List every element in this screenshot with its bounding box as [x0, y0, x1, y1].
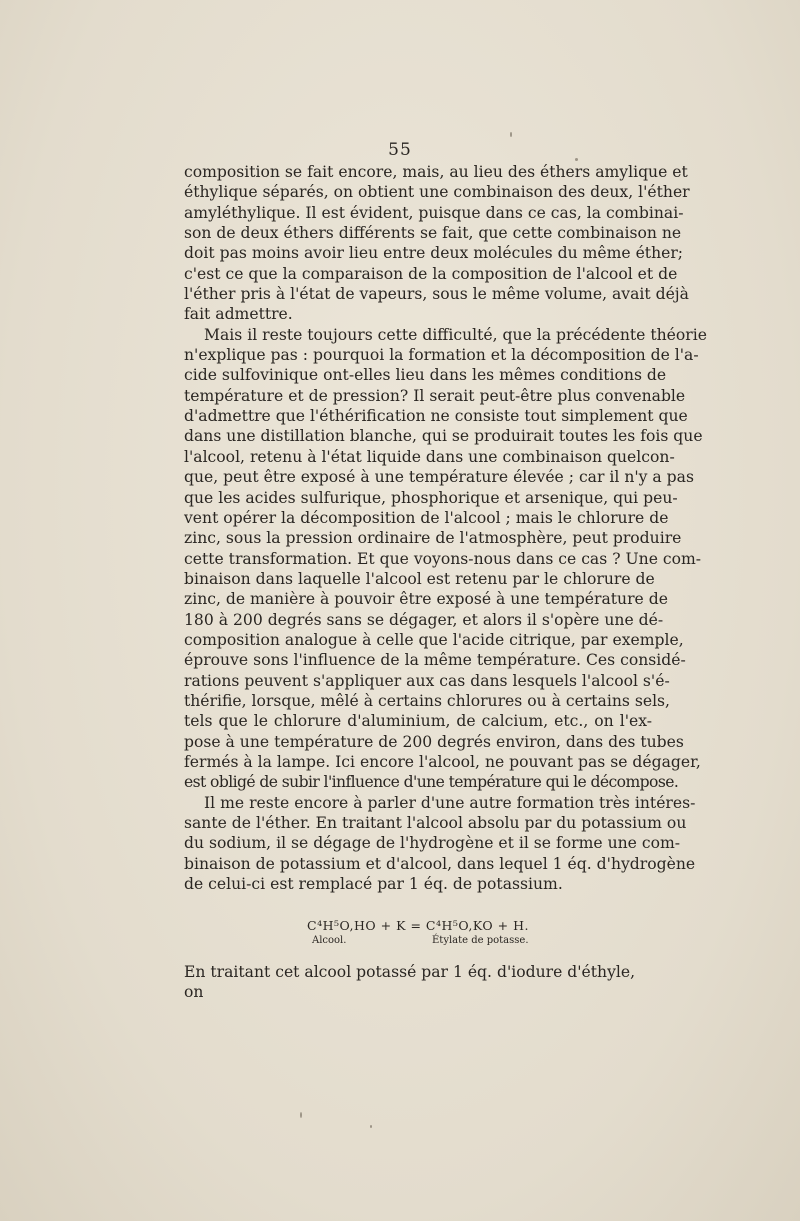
- text-line: binaison de potassium et d'alcool, dans lequel 1 éq. d'hydrogène: [184, 854, 696, 873]
- text-line: dans une distillation blanche, qui se produirait toutes les fois que: [184, 427, 703, 446]
- text-line: amyléthylique. Il est évident, puisque dans ce cas, la combinai-: [184, 203, 684, 222]
- text-line: zinc, sous la pression ordinaire de l'atmosphère, peut produire: [184, 529, 682, 548]
- paper-speck: [300, 1112, 302, 1118]
- text-line: du sodium, il se dégage de l'hydrogène et il se forme une com-: [184, 834, 681, 853]
- text-line: l'alcool, retenu à l'état liquide dans une combinaison quelcon-: [184, 447, 675, 466]
- text-line: Il me reste encore à parler d'une autre formation très intéres-: [204, 793, 696, 812]
- page-number: 55: [388, 140, 412, 160]
- plus-sign: +: [380, 918, 392, 933]
- text-line: fait admettre.: [184, 305, 293, 324]
- text-line: pose à une température de 200 degrés environ, dans des tubes: [184, 732, 684, 751]
- text-line: c'est ce que la comparaison de la composition de l'alcool et de: [184, 264, 678, 283]
- text-line: cette transformation. Et que voyons-nous dans ce cas ? Une com-: [184, 549, 702, 568]
- text-line: rations peuvent s'appliquer aux cas dans lesquels l'alcool s'é-: [184, 671, 670, 690]
- text-line: sante de l'éther. En traitant l'alcool absolu par du potassium ou: [184, 814, 687, 832]
- paper-speck: [575, 158, 578, 161]
- formula-reagent: K: [396, 918, 406, 933]
- text-line: composition se fait encore, mais, au lieu des éthers amylique et: [184, 163, 688, 181]
- text-line: d'admettre que l'éthérification ne consiste tout simplement que: [184, 407, 688, 426]
- text-line: son de deux éthers différents se fait, que cette combinaison ne: [184, 224, 682, 243]
- text-line: thérifie, lorsque, mêlé à certains chlorures ou à certains sels,: [184, 691, 671, 710]
- closing-line: En traitant cet alcool potassé par 1 éq. d'iodure d'éthyle, on: [184, 963, 636, 1002]
- text-line: que les acides sulfurique, phosphorique et arsenique, qui peu-: [184, 488, 678, 507]
- text-line: Mais il reste toujours cette difficulté, que la précédente théorie: [204, 325, 707, 344]
- plus-sign: +: [497, 918, 509, 933]
- text-line: température et de pression? Il serait peut-être plus convenable: [184, 386, 686, 405]
- text-line: composition analogue à celle que l'acide citrique, par exemple,: [184, 630, 684, 649]
- text-line: n'explique pas : pourquoi la formation et la décomposition de l'a-: [184, 346, 699, 365]
- text-line: tels que le chlorure d'aluminium, de calcium, etc., on l'ex-: [184, 712, 652, 731]
- text-line: éprouve sons l'influence de la même température. Ces considé-: [184, 651, 686, 670]
- text-line: est obligé de subir l'influence d'une température qui le décompose.: [184, 773, 679, 792]
- label-etylate: Étylate de potasse.: [432, 935, 529, 946]
- text-line: l'éther pris à l'état de vapeurs, sous le même volume, avait déjà: [184, 285, 689, 304]
- text-line: binaison dans laquelle l'alcool est retenu par le chlorure de: [184, 569, 655, 588]
- text-line: fermés à la lampe. Ici encore l'alcool, ne pouvant pas se dégager,: [184, 752, 701, 771]
- text-line: 180 à 200 degrés sans se dégager, et alors il s'opère une dé-: [184, 610, 664, 629]
- body-text: [184, 162, 707, 894]
- text-line: vent opérer la décomposition de l'alcool ; mais le chlorure de: [184, 508, 669, 527]
- formula-byproduct: H.: [513, 918, 529, 933]
- text-line: éthylique séparés, on obtient une combinaison des deux, l'éther: [184, 183, 690, 202]
- text-line: cide sulfovinique ont-elles lieu dans les mêmes conditions de: [184, 366, 667, 385]
- equals-sign: =: [410, 918, 422, 933]
- label-alcool: Alcool.: [312, 935, 347, 946]
- paper-speck: [370, 1125, 372, 1128]
- text-line: que, peut être exposé à une température élevée ; car il n'y a pas: [184, 468, 694, 487]
- text-line: de celui-ci est remplacé par 1 éq. de potassium.: [184, 875, 563, 894]
- text-line: zinc, de manière à pouvoir être exposé à une température de: [184, 590, 668, 609]
- formula-product: C⁴H⁵O,KO: [425, 918, 494, 933]
- chemical-equation: [184, 918, 652, 951]
- text-line: doit pas moins avoir lieu entre deux molécules du même éther;: [184, 244, 684, 263]
- formula-reactant: C⁴H⁵O,HO: [307, 918, 377, 933]
- paper-speck: [510, 132, 512, 137]
